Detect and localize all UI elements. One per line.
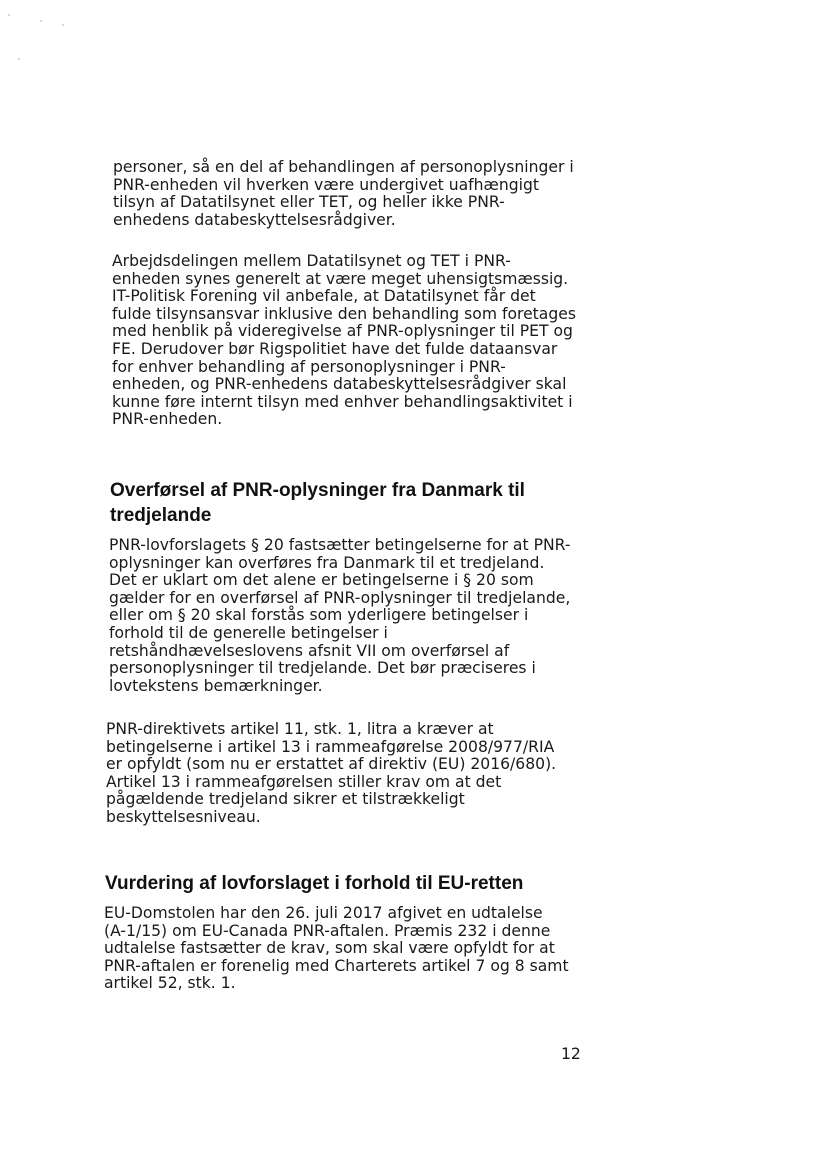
text-line: med henblik på videregivelse af PNR-oplysninger til PET og xyxy=(112,322,573,341)
page-number: 12 xyxy=(561,1045,581,1063)
text-line: PNR-aftalen er forenelig med Charterets artikel 7 og 8 samt xyxy=(104,956,569,975)
text-line: udtalelse fastsætter de krav, som skal være opfyldt for at xyxy=(104,939,555,958)
paragraph-transfer-conditions xyxy=(109,537,570,695)
text-line: kunne føre internt tilsyn med enhver behandlingsaktivitet i xyxy=(112,392,573,411)
text-line: fulde tilsynsansvar inklusive den behandling som foretages xyxy=(112,304,576,323)
text-line: tilsyn af Datatilsynet eller TET, og heller ikke PNR- xyxy=(113,193,505,212)
text-line: er opfyldt (som nu er erstattet af direktiv (EU) 2016/680). xyxy=(106,755,557,774)
text-line: Det er uklart om det alene er betingelserne i § 20 som xyxy=(109,571,534,590)
text-line: IT-Politisk Forening vil anbefale, at Datatilsynet får det xyxy=(112,287,536,306)
scan-speck xyxy=(40,20,42,22)
text-line: personoplysninger til tredjelande. Det bør præciseres i xyxy=(109,659,536,678)
scan-speck xyxy=(8,14,10,16)
text-line: FE. Derudover bør Rigspolitiet have det fulde dataansvar xyxy=(112,339,558,358)
heading-line: tredjelande xyxy=(110,505,212,526)
paragraph-work-division xyxy=(112,253,576,429)
scan-speck xyxy=(18,58,20,60)
text-line: beskyttelsesniveau. xyxy=(106,807,261,826)
heading-line: Vurdering af lovforslaget i forhold til EU-retten xyxy=(105,873,524,894)
paragraph-directive-article xyxy=(106,721,556,827)
paragraph-eu-court xyxy=(104,905,569,993)
text-line: (A-1/15) om EU-Canada PNR-aftalen. Præmis 232 i denne xyxy=(104,921,551,940)
text-line: personer, så en del af behandlingen af personoplysninger i xyxy=(113,158,574,176)
text-line: eller om § 20 skal forstås som yderligere betingelser i xyxy=(109,606,529,625)
text-line: PNR-direktivets artikel 11, stk. 1, litra a kræver at xyxy=(106,720,494,738)
text-line: gælder for en overførsel af PNR-oplysninger til tredjelande, xyxy=(109,588,571,607)
section-heading-eu-law xyxy=(105,871,523,896)
scan-speck xyxy=(62,24,64,26)
text-line: forhold til de generelle betingelser i xyxy=(109,623,388,642)
text-line: retshåndhævelseslovens afsnit VII om overførsel af xyxy=(109,641,510,660)
text-line: pågældende tredjeland sikrer et tilstrækkeligt xyxy=(106,790,465,809)
paragraph-continuation xyxy=(113,159,574,229)
text-line: enheden, og PNR-enhedens databeskyttelsesrådgiver skal xyxy=(112,375,567,394)
text-line: EU-Domstolen har den 26. juli 2017 afgivet en udtalelse xyxy=(104,904,543,922)
text-line: lovtekstens bemærkninger. xyxy=(109,676,323,695)
text-line: artikel 52, stk. 1. xyxy=(104,974,236,993)
text-line: PNR-enheden vil hverken være undergivet uafhængigt xyxy=(113,175,539,194)
text-line: oplysninger kan overføres fra Danmark til et tredjeland. xyxy=(109,553,545,572)
text-line: Artikel 13 i rammeafgørelsen stiller krav om at det xyxy=(106,772,502,791)
text-line: enheden synes generelt at være meget uhensigtsmæssig. xyxy=(112,269,569,288)
section-heading-transfer xyxy=(110,478,525,528)
text-line: PNR-lovforslagets § 20 fastsætter betingelserne for at PNR- xyxy=(109,536,571,554)
heading-line: Overførsel af PNR-oplysninger fra Danmark til xyxy=(110,480,525,501)
text-line: enhedens databeskyttelsesrådgiver. xyxy=(113,210,396,229)
text-line: Arbejdsdelingen mellem Datatilsynet og TET i PNR- xyxy=(112,252,511,270)
text-line: for enhver behandling af personoplysninger i PNR- xyxy=(112,357,506,376)
text-line: betingelserne i artikel 13 i rammeafgørelse 2008/977/RIA xyxy=(106,737,555,756)
text-line: PNR-enheden. xyxy=(112,410,223,429)
